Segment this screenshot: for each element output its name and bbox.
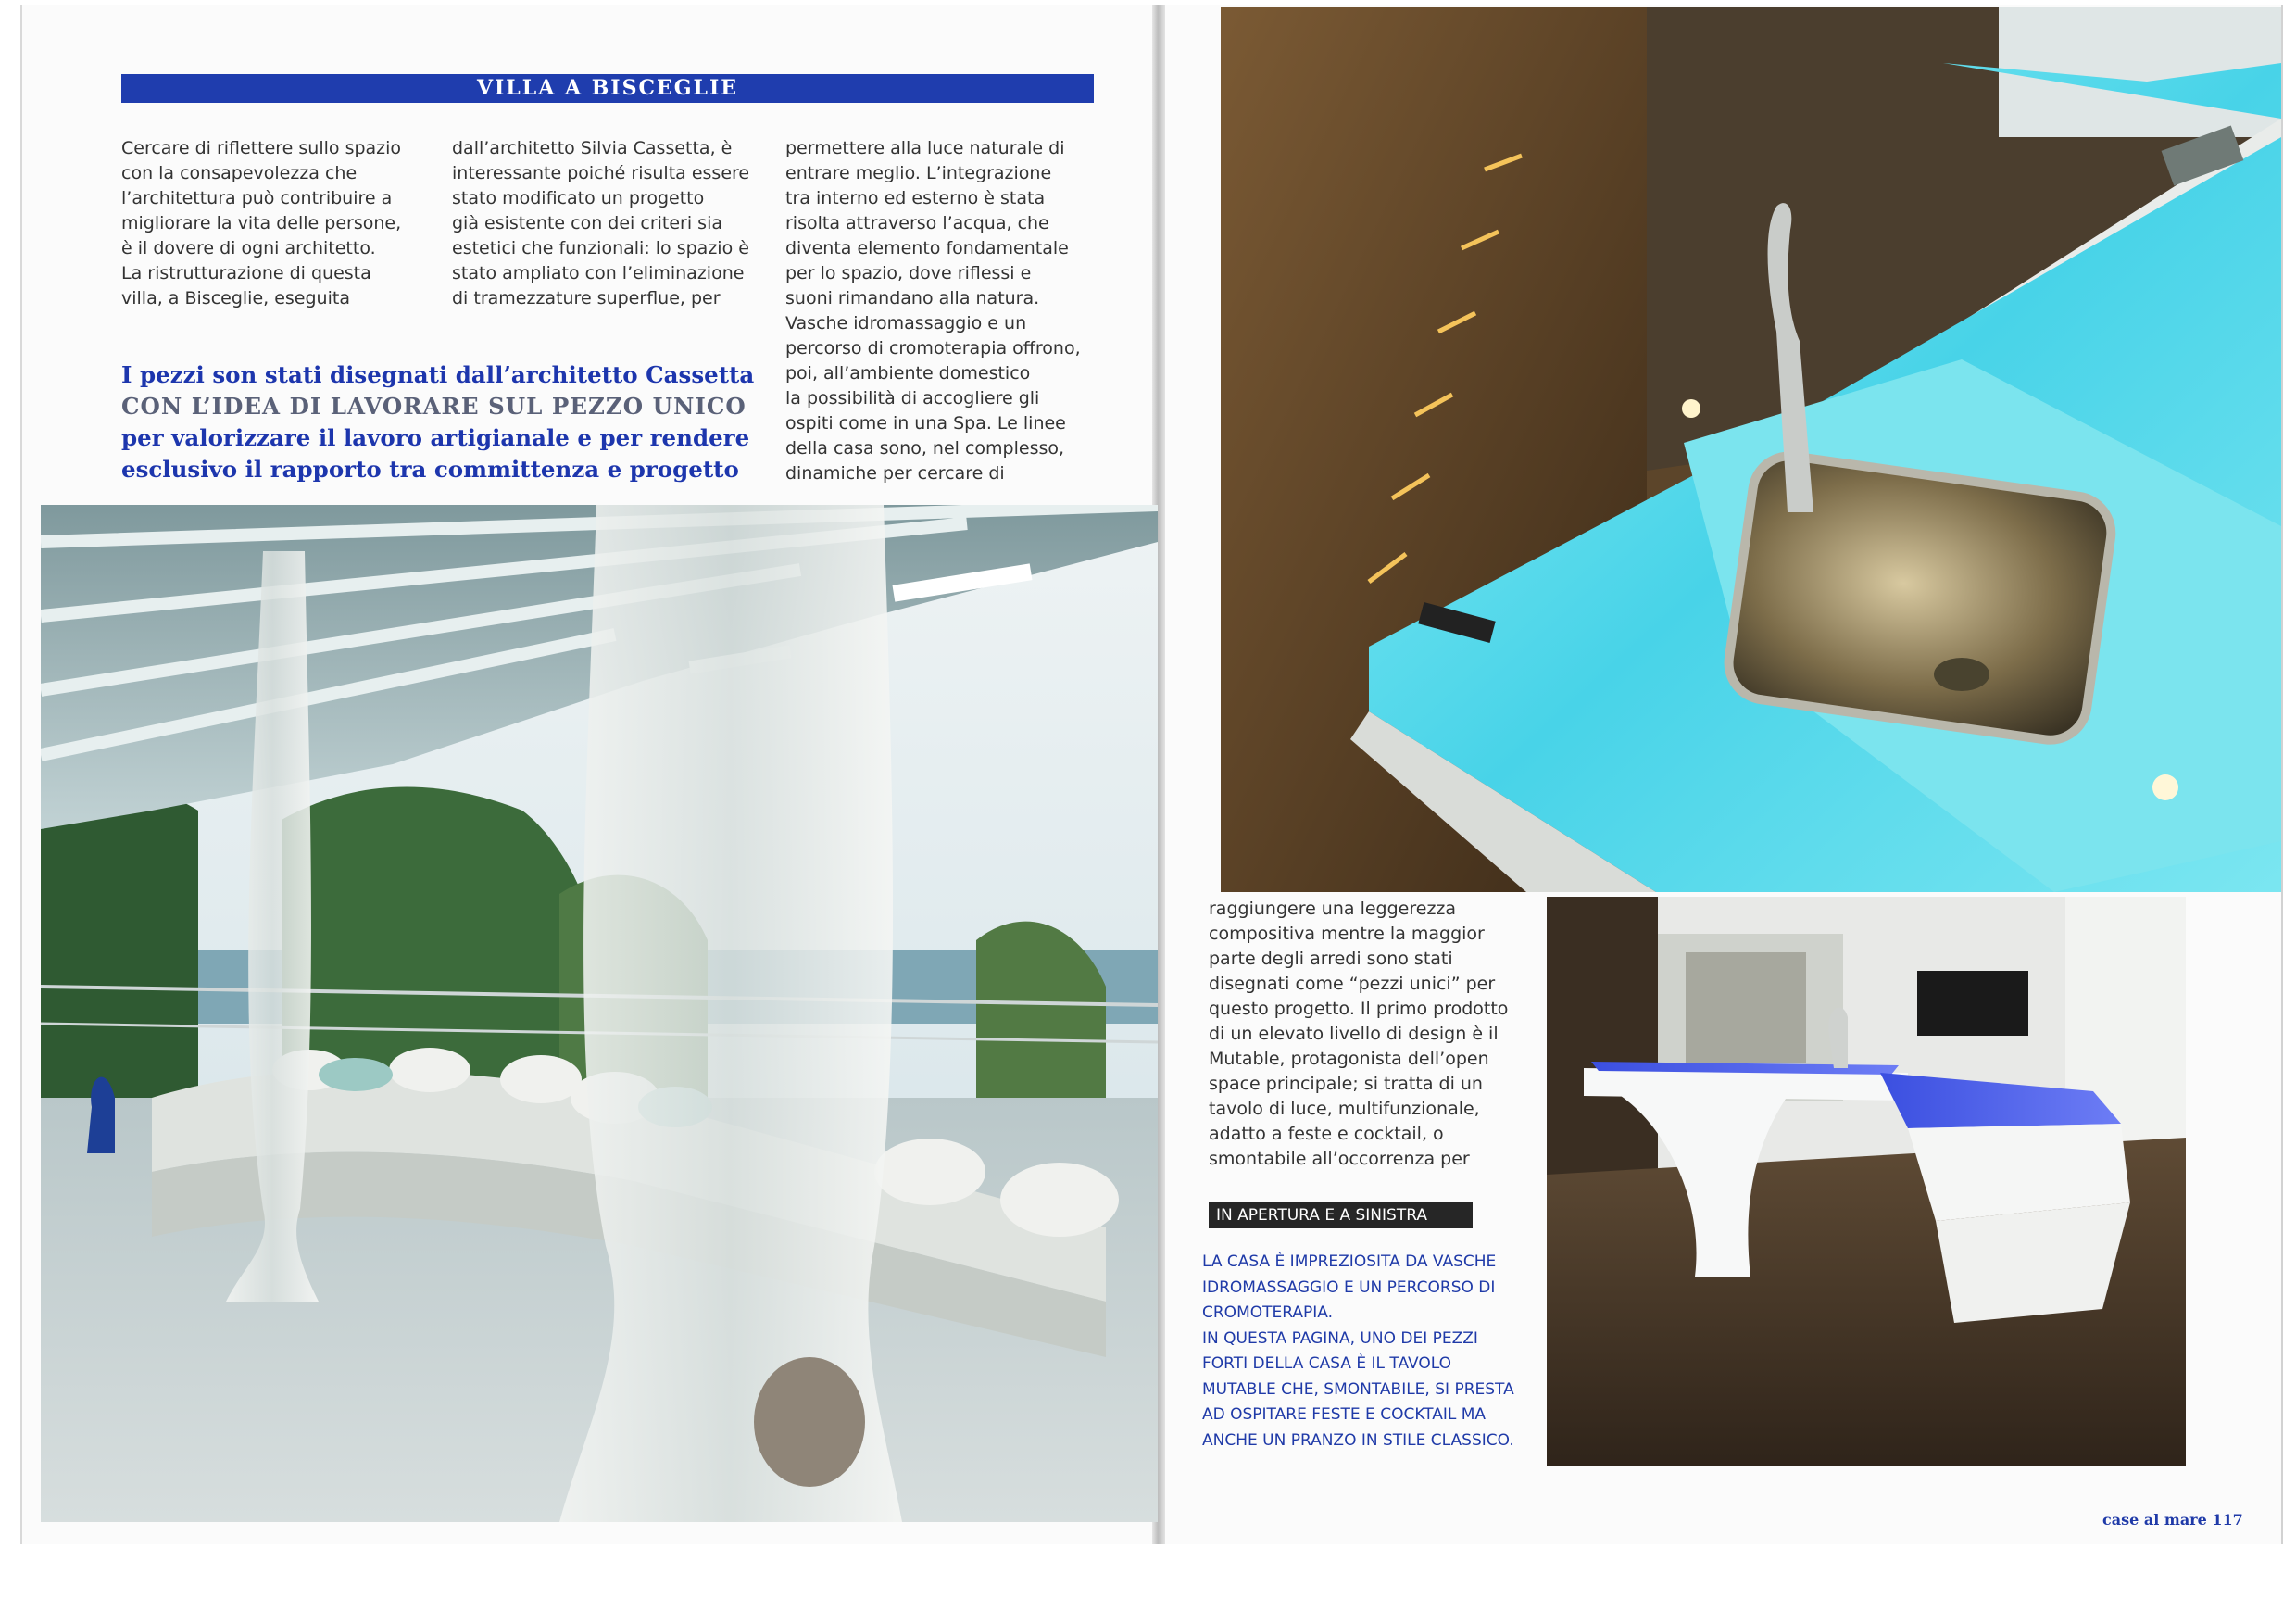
caption-text xyxy=(1202,1250,1545,1453)
caption-line: IN QUESTA PAGINA, UNO DEI PEZZI xyxy=(1202,1328,1478,1348)
body-column-3: permettere alla luce naturale di entrare meglio. L’integrazione tra interno ed esterno è stata risolta attraverso l’acqua, che diventa elemento fondamentale per lo spazio, dove riflessi e suoni rimandano alla natura. Vasche idromassaggio e un percorso di cromoterapia offrono, poi, all’ambiente domestico la possibilità di accogliere gli ospiti come in una Spa. Le linee della casa sono, nel complesso, dinamiche per cercare di xyxy=(785,138,1081,484)
body-column-1: Cercare di riflettere sullo spazio con la consapevolezza che l’architettura può contribuire a migliorare la vita delle persone, è il dovere di ogni architetto. La ristrutturazione di questa villa, a Bisceglie, eseguita xyxy=(121,138,402,308)
caption-label: IN APERTURA E A SINISTRA xyxy=(1209,1202,1473,1228)
caption-line: LA CASA È IMPREZIOSITA DA VASCHE xyxy=(1202,1252,1497,1271)
mutable-table-photo xyxy=(1547,897,2186,1466)
caption-line: CROMOTERAPIA. xyxy=(1202,1303,1333,1322)
pull-quote-line: per valorizzare il lavoro artigianale e per rendere xyxy=(121,424,750,451)
caption-line: ANCHE UN PRANZO IN STILE CLASSICO. xyxy=(1202,1430,1514,1450)
terrace-photo xyxy=(41,505,1158,1522)
page-folio: case al mare 117 xyxy=(2102,1511,2243,1529)
section-title-band: VILLA A BISCEGLIE xyxy=(121,74,1094,103)
body-column-4: raggiungere una leggerezza compositiva mentre la maggior parte degli arredi sono stati disegnati come “pezzi unici” per questo progetto. Il primo prodotto di un elevato livello di design è il Mutable, protagonista dell’open space principale; si tratta di un tavolo di luce, multifunzionale, adatto a feste e cocktail, o smontabile all’occorrenza per xyxy=(1209,899,1509,1169)
caption-line: MUTABLE CHE, SMONTABILE, SI PRESTA xyxy=(1202,1379,1514,1399)
pull-quote-line: I pezzi son stati disegnati dall’architetto Cassetta xyxy=(121,361,755,388)
caption-line: FORTI DELLA CASA È IL TAVOLO xyxy=(1202,1354,1451,1373)
body-column-2: dall’architetto Silvia Cassetta, è interessante poiché risulta essere stato modificato un progetto già esistente con dei criteri sia estetici che funzionali: lo spazio è stato ampliato con l’eliminazione di tramezzature superflue, per xyxy=(452,138,750,308)
pull-quote xyxy=(121,359,755,485)
pull-quote-line: esclusivo il rapporto tra committenza e progetto xyxy=(121,456,739,483)
caption-line: AD OSPITARE FESTE E COCKTAIL MA xyxy=(1202,1405,1487,1424)
caption-line: IDROMASSAGGIO E UN PERCORSO DI xyxy=(1202,1277,1496,1297)
sink-counter-photo xyxy=(1221,7,2281,892)
pull-quote-line: CON L’IDEA DI LAVORARE SUL PEZZO UNICO xyxy=(121,393,747,420)
